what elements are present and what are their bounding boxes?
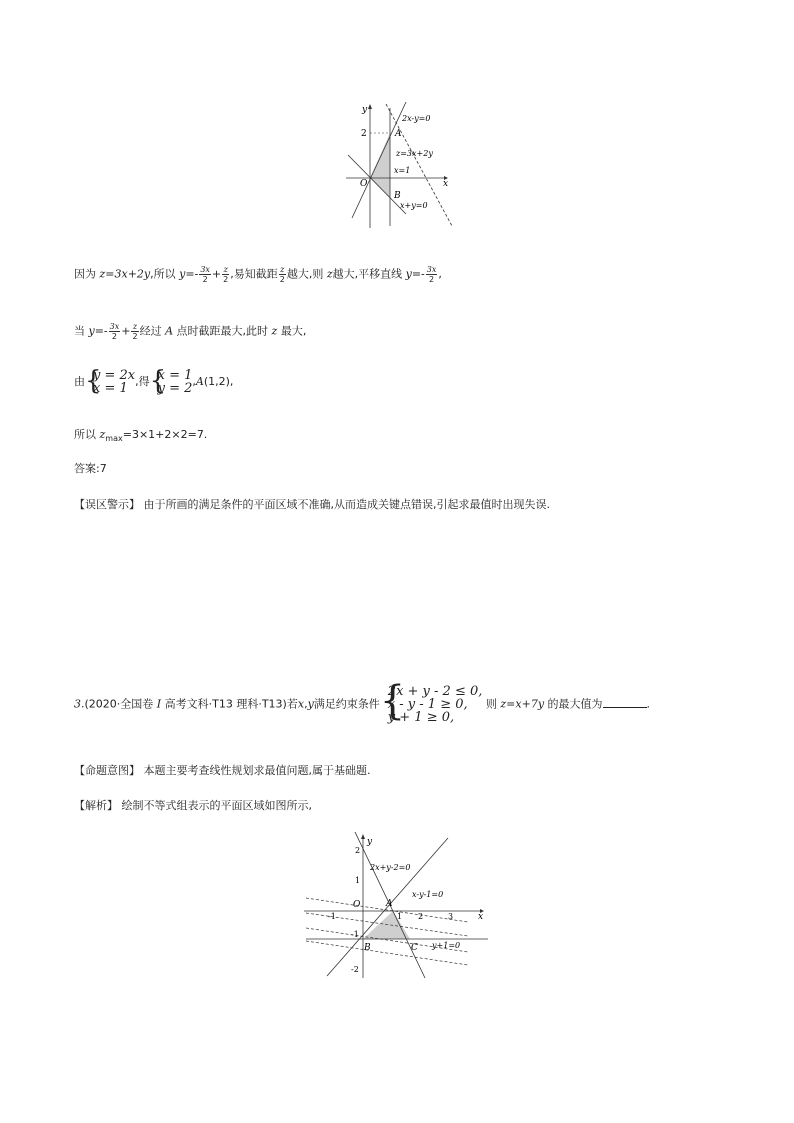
label-line-x-plus-y: x+y=0: [400, 201, 428, 210]
y-axis-label: y: [362, 105, 368, 115]
tick-y-2: 2: [361, 129, 367, 139]
point-b-label-2: B: [364, 943, 371, 953]
paragraph-2: 当 y=- $\frac{3x}{2}$ + $\frac{z}{2}$ 经过 A 点时截距最大,此时 z 最大,: [74, 322, 307, 341]
fraction-z-over-2: $\frac{z}{2}$: [223, 265, 229, 284]
fraction-z-over-2b: $\frac{z}{2}$: [279, 265, 285, 284]
paragraph-3: 由 { y = 2x x = 1 ,得 { x = 1 y = 2 ,A(1,2),: [74, 366, 234, 396]
tick-x-minus-1: -1: [328, 912, 336, 921]
tick-y-1: 1: [355, 876, 361, 885]
x-axis-label: x: [443, 179, 449, 189]
feasible-region-2: [363, 911, 410, 939]
fraction-3x-over-2b: $\frac{3x}{2}$: [426, 265, 437, 284]
figure-2-graph: [300, 832, 496, 980]
label-line-2x-plus-y: 2x+y-2=0: [370, 863, 411, 872]
fraction-3x-over-2: $\frac{3x}{2}$: [200, 265, 210, 284]
point-a-label: A: [395, 129, 402, 139]
paragraph-4: 所以 $z_{max}=3\times 1+2\times 2=7$.: [74, 428, 208, 444]
analysis-tag: 【解析】: [74, 799, 118, 812]
figure-1-graph: [340, 100, 460, 230]
tick-x-2: 2: [418, 912, 424, 921]
question-3: 3.(2020·全国卷 I 高考文科·T13 理科·T13)若x,y满足约束条件 { 2x + y - 2 ≤ 0, x - y - 1 ≥ 0, y + 1 ≥ 0, 则 z=x+7y 的最大值为 .: [74, 678, 651, 725]
origin-label-2: O: [353, 900, 361, 910]
tick-y-2: 2: [355, 846, 361, 855]
tick-x-1: 1: [397, 912, 403, 921]
system-1: { y = 2x x = 1: [85, 366, 136, 396]
intent-tag: 【命题意图】: [74, 764, 140, 777]
intent-note: 【命题意图】 本题主要考查线性规划求最值问题,属于基础题.: [74, 764, 371, 777]
label-line-x-minus-y: x-y-1=0: [412, 890, 444, 899]
system-2: { x = 1 y = 2: [149, 366, 193, 396]
answer-line: 答案:7: [74, 462, 107, 475]
label-line-x1: x=1: [394, 166, 411, 175]
point-c-label-2: C: [411, 943, 418, 953]
tick-x-3: 3: [448, 912, 454, 921]
point-a-label-2: A: [386, 899, 393, 909]
label-line-z: z=3x+2y: [396, 149, 433, 158]
constraint-system: { 2x + y - 2 ≤ 0, x - y - 1 ≥ 0, y + 1 ≥ 0,: [379, 678, 483, 725]
label-line-y-plus-1: y+1=0: [432, 941, 461, 950]
tick-y-minus-1: -1: [351, 930, 359, 939]
warning-tag: 【误区警示】: [74, 498, 140, 511]
label-line-2x-y: 2x-y=0: [402, 114, 431, 123]
answer-blank[interactable]: [603, 697, 647, 708]
analysis-note: 【解析】 绘制不等式组表示的平面区域如图所示,: [74, 799, 312, 812]
origin-label: O: [360, 179, 368, 189]
x-axis-label-2: x: [478, 912, 484, 922]
y-axis-label-2: y: [367, 837, 373, 847]
tick-y-minus-2: -2: [351, 965, 359, 974]
z-expression: z=3x+2y: [99, 267, 151, 281]
question-number: 3.: [74, 697, 85, 711]
paragraph-1: 因为 z=3x+2y,所以 y=- $\frac{3x}{2}$ + $\frac{z}{2}$ ,易知截距 $\frac{z}{2}$ 越大,则 z越大,平移直线 y=- $\frac{3x}{2}$ ,: [74, 265, 442, 284]
warning-note: 【误区警示】 由于所画的满足条件的平面区域不准确,从而造成关键点错误,引起求最值时出现失误.: [74, 498, 550, 511]
y-axis-arrow-2: [361, 834, 365, 839]
y-axis-arrow: [368, 104, 372, 109]
point-b-label: B: [394, 191, 401, 201]
